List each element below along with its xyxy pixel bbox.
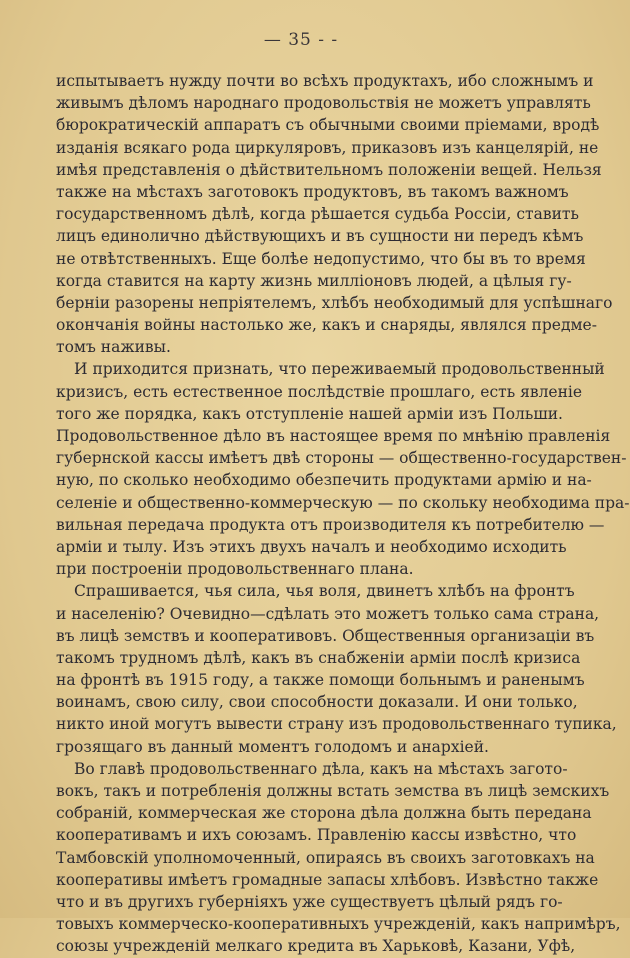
text-line: губернской кассы имѣетъ двѣ стороны — общественно-государствен- — [56, 449, 627, 468]
text-line: товыхъ коммерческо-кооперативныхъ учрежденій, какъ напримѣръ, — [56, 915, 621, 934]
text-line: изданія всякаго рода циркуляровъ, приказовъ изъ канцелярій, не — [56, 138, 599, 157]
paragraph — [56, 758, 621, 958]
text-line: государственномъ дѣлѣ, когда рѣшается судьба Россіи, ставить — [56, 205, 579, 224]
text-line: живымъ дѣломъ народнаго продовольствія не можетъ управлять — [56, 94, 591, 113]
text-line: такомъ трудномъ дѣлѣ, какъ въ снабженіи арміи послѣ кризиса — [56, 648, 581, 667]
text-line: арміи и тылу. Изъ этихъ двухъ началъ и необходимо исходить — [56, 537, 567, 556]
text-line: берніи разорены непріятелемъ, хлѣбъ необходимый для успѣшнаго — [56, 293, 613, 312]
text-line: бюрократическій аппаратъ съ обычными своими пріемами, вродѣ — [56, 116, 600, 135]
text-line: ную, по сколько необходимо обезпечить продуктами армію и на- — [56, 471, 592, 490]
text-line: грозящаго въ данный моментъ голодомъ и анархіей. — [56, 737, 489, 756]
text-line: окончанія войны настолько же, какъ и снаряды, являлся предме- — [56, 316, 597, 335]
text-line: Продовольственное дѣло въ настоящее время по мнѣнію правленія — [56, 427, 611, 445]
text-line: лицъ единолично дѣйствующихъ и въ сущности ни передъ кѣмъ — [56, 227, 584, 246]
text-line: и населенію? Очевидно—сдѣлать это можетъ только сама страна, — [56, 604, 600, 623]
text-line: кооперативы имѣетъ громадные запасы хлѣбовъ. Извѣстно также — [56, 870, 599, 889]
text-line: собраній, коммерческая же сторона дѣла должна быть передана — [56, 804, 592, 823]
text-line: не отвѣтственныхъ. Еще болѣе недопустимо, что бы въ то время — [56, 249, 586, 268]
text-line: испытываетъ нужду почти во всѣхъ продуктахъ, ибо сложнымъ и — [56, 72, 594, 90]
page-number: — 35 - - — [263, 30, 339, 50]
text-line: того же порядка, какъ отступленіе нашей арміи изъ Польши. — [56, 404, 563, 423]
paragraph — [56, 358, 630, 580]
text-line: также на мѣстахъ заготовокъ продуктовъ, въ такомъ важномъ — [56, 182, 569, 201]
text-line: на фронтѣ въ 1915 году, а также помощи больнымъ и раненымъ — [56, 671, 585, 690]
text-line: кооперативамъ и ихъ союзамъ. Правленію кассы извѣстно, что — [56, 826, 577, 845]
text-line: при построеніи продовольственнаго плана. — [56, 560, 414, 579]
text-line: союзы учрежденій мелкаго кредита въ Харьковѣ, Казани, Уфѣ, — [56, 937, 576, 956]
text-line: въ лицѣ земствъ и кооперативовъ. Общественныя организаціи въ — [56, 626, 595, 645]
text-line: когда ставится на карту жизнь милліоновъ людей, а цѣлыя гу- — [56, 271, 572, 290]
text-line: вильная передача продукта отъ производителя къ потребителю — — [56, 515, 605, 534]
text-line: Тамбовскій уполномоченный, опираясь въ своихъ заготовкахъ на — [56, 848, 595, 867]
text-line: вокъ, такъ и потребленія должны встать земства въ лицѣ земскихъ — [56, 782, 610, 800]
text-line: Спрашивается, чья сила, чья воля, двинетъ хлѣбъ на фронтъ — [74, 582, 575, 601]
text-line: Во главѣ продовольственнаго дѣла, какъ на мѣстахъ загото- — [74, 759, 568, 778]
document-body — [56, 70, 630, 958]
text-line: что и въ другихъ губерніяхъ уже существуетъ цѣлый рядъ го- — [56, 892, 563, 911]
text-line: томъ наживы. — [56, 338, 171, 357]
text-line: никто иной могутъ вывести страну изъ продовольственнаго тупика, — [56, 715, 617, 734]
text-line: имѣя представленія о дѣйствительномъ положеніи вещей. Нельзя — [56, 160, 602, 179]
paragraph — [56, 580, 617, 758]
text-line: воинамъ, свою силу, свои способности доказали. И они только, — [56, 693, 578, 712]
text-line: кризисъ, есть естественное послѣдствіе прошлаго, есть явленіе — [56, 382, 583, 401]
paragraph — [56, 70, 613, 358]
text-line: селеніе и общественно-коммерческую — по скольку необходима пра- — [56, 493, 630, 512]
text-line: И приходится признать, что переживаемый продовольственный — [74, 360, 605, 379]
